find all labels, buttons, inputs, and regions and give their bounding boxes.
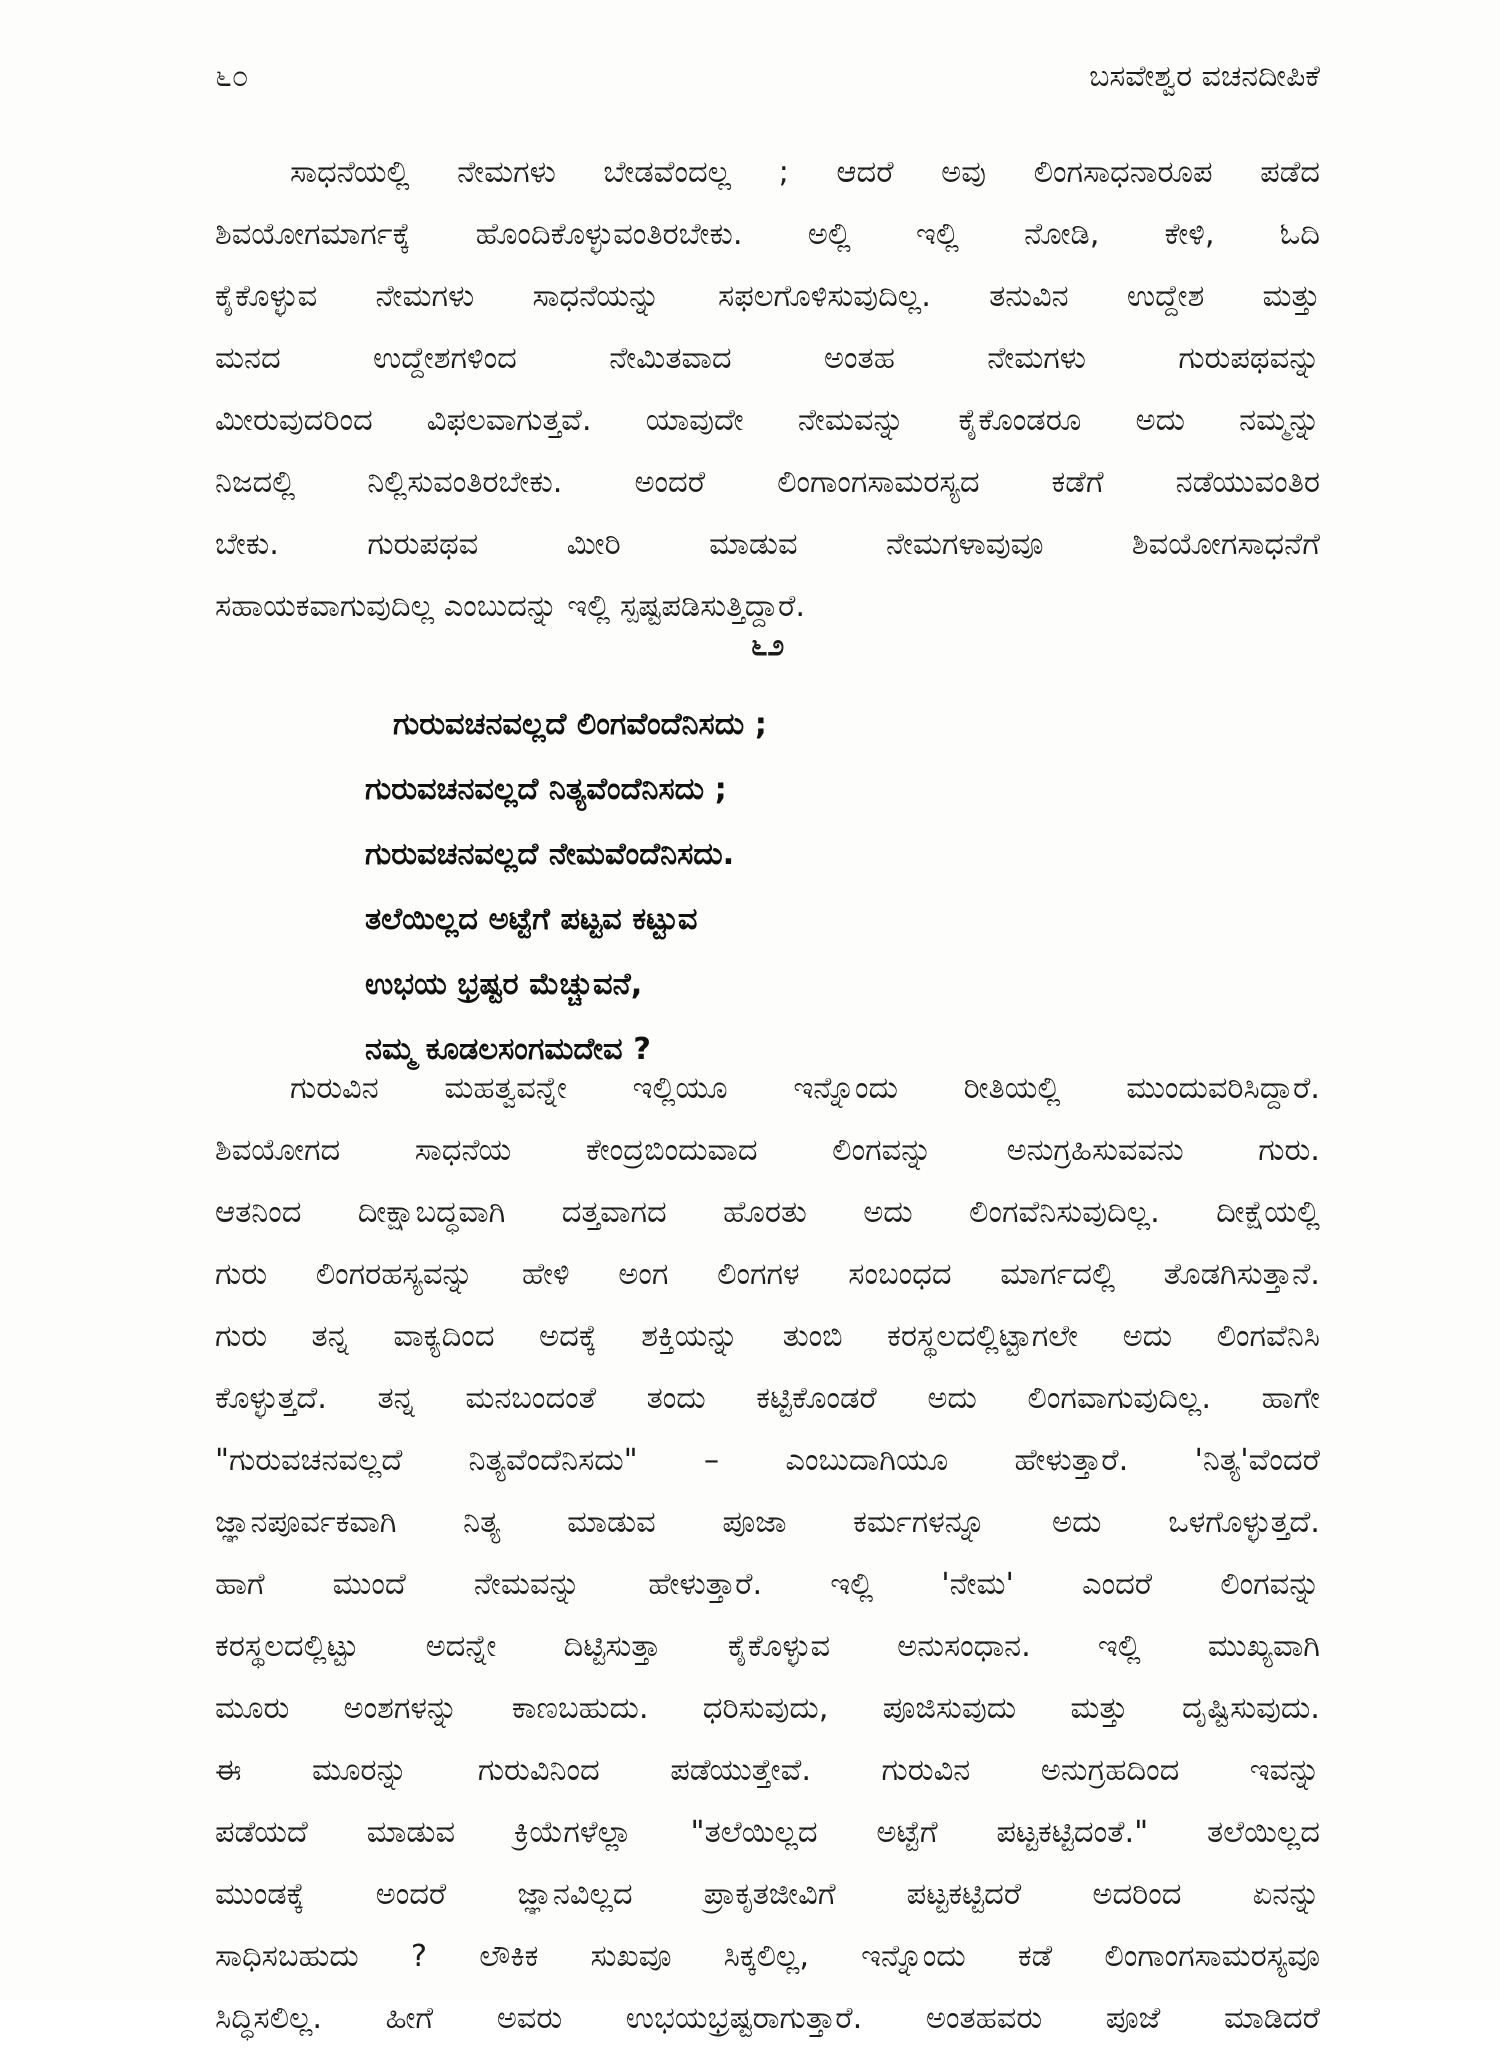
text-line: ನಿಜದಲ್ಲಿ ನಿಲ್ಲಿಸುವಂತಿರಬೇಕು. ಅಂದರೆ ಲಿಂಗಾಂಗಸಾಮರಸ್ಯದ ಕಡೆಗೆ ನಡೆಯುವಂತಿರ bbox=[215, 465, 1320, 500]
verse-line: ನಮ್ಮ ಕೂಡಲಸಂಗಮದೇವ ? bbox=[365, 1032, 651, 1067]
text-line: ಪಡೆಯದೆ ಮಾಡುವ ಕ್ರಿಯೆಗಳೆಲ್ಲಾ "ತಲೆಯಿಲ್ಲದ ಅಟ್ಟೆಗೆ ಪಟ್ಟಕಟ್ಟಿದಂತೆ." ತಲೆಯಿಲ್ಲದ bbox=[215, 1815, 1320, 1850]
page-number: ೬೦ bbox=[215, 58, 249, 94]
book-title: ಬಸವೇಶ್ವರ ವಚನದೀಪಿಕೆ bbox=[1089, 58, 1320, 94]
text-line: ಮೂರು ಅಂಶಗಳನ್ನು ಕಾಣಬಹುದು. ಧರಿಸುವುದು, ಪೂಜಿಸುವುದು ಮತ್ತು ದೃಷ್ಟಿಸುವುದು. bbox=[215, 1691, 1320, 1726]
text-line: ಸಾಧಿಸಬಹುದು ? ಲೌಕಿಕ ಸುಖವೂ ಸಿಕ್ಕಲಿಲ್ಲ, ಇನ್ನೊಂದು ಕಡೆ ಲಿಂಗಾಂಗಸಾಮರಸ್ಯವೂ bbox=[215, 1939, 1320, 1974]
text-line: ಗುರು ಲಿಂಗರಹಸ್ಯವನ್ನು ಹೇಳಿ ಅಂಗ ಲಿಂಗಗಳ ಸಂಬಂಧದ ಮಾರ್ಗದಲ್ಲಿ ತೊಡಗಿಸುತ್ತಾನೆ. bbox=[215, 1257, 1320, 1292]
text-line: ಗುರು ತನ್ನ ವಾಕ್ಯದಿಂದ ಅದಕ್ಕೆ ಶಕ್ತಿಯನ್ನು ತುಂಬಿ ಕರಸ್ಥಲದಲ್ಲಿಟ್ಟಾಗಲೇ ಅದು ಲಿಂಗವೆನಿಸಿ bbox=[215, 1319, 1320, 1354]
running-header bbox=[215, 52, 1320, 100]
text-line: ಜ್ಞಾನಪೂರ್ವಕವಾಗಿ ನಿತ್ಯ ಮಾಡುವ ಪೂಜಾ ಕರ್ಮಗಳನ್ನೂ ಅದು ಒಳಗೊಳ್ಳುತ್ತದೆ. bbox=[215, 1505, 1320, 1540]
text-line: ಸಿದ್ಧಿಸಲಿಲ್ಲ. ಹೀಗೆ ಅವರು ಉಭಯಭ್ರಷ್ಟರಾಗುತ್ತಾರೆ. ಅಂತಹವರು ಪೂಜೆ ಮಾಡಿದರೆ bbox=[215, 2001, 1320, 2036]
verse-line: ಗುರುವಚನವಲ್ಲದೆ ನೇಮವೆಂದೆನಿಸದು. bbox=[365, 837, 735, 872]
text-line: ಕರಸ್ಥಲದಲ್ಲಿಟ್ಟು ಅದನ್ನೇ ದಿಟ್ಟಿಸುತ್ತಾ ಕೈಕೊಳ್ಳುವ ಅನುಸಂಧಾನ. ಇಲ್ಲಿ ಮುಖ್ಯವಾಗಿ bbox=[215, 1629, 1320, 1664]
text-line: ಮೀರುವುದರಿಂದ ವಿಫಲವಾಗುತ್ತವೆ. ಯಾವುದೇ ನೇಮವನ್ನು ಕೈಕೊಂಡರೂ ಅದು ನಮ್ಮನ್ನು bbox=[215, 403, 1320, 438]
text-line: ಶಿವಯೋಗಮಾರ್ಗಕ್ಕೆ ಹೊಂದಿಕೊಳ್ಳುವಂತಿರಬೇಕು. ಅಲ್ಲಿ ಇಲ್ಲಿ ನೋಡಿ, ಕೇಳಿ, ಓದಿ bbox=[215, 217, 1320, 252]
verse-line: ಗುರುವಚನವಲ್ಲದೆ ನಿತ್ಯವೆಂದೆನಿಸದು ; bbox=[365, 772, 727, 807]
text-line: ಕೈಕೊಳ್ಳುವ ನೇಮಗಳು ಸಾಧನೆಯನ್ನು ಸಫಲಗೊಳಿಸುವುದಿಲ್ಲ. ತನುವಿನ ಉದ್ದೇಶ ಮತ್ತು bbox=[215, 279, 1320, 314]
text-line: ಶಿವಯೋಗದ ಸಾಧನೆಯ ಕೇಂದ್ರಬಿಂದುವಾದ ಲಿಂಗವನ್ನು ಅನುಗ್ರಹಿಸುವವನು ಗುರು. bbox=[215, 1133, 1320, 1168]
text-line: ಮುಂಡಕ್ಕೆ ಅಂದರೆ ಜ್ಞಾನವಿಲ್ಲದ ಪ್ರಾಕೃತಜೀವಿಗೆ ಪಟ್ಟಕಟ್ಟಿದರೆ ಅದರಿಂದ ಏನನ್ನು bbox=[215, 1877, 1320, 1912]
text-line: ಸಹಾಯಕವಾಗುವುದಿಲ್ಲ ಎಂಬುದನ್ನು ಇಲ್ಲಿ ಸ್ಪಷ್ಟಪಡಿಸುತ್ತಿದ್ದಾರೆ. bbox=[215, 589, 806, 624]
text-line: "ಗುರುವಚನವಲ್ಲದೆ ನಿತ್ಯವೆಂದೆನಿಸದು" – ಎಂಬುದಾಗಿಯೂ ಹೇಳುತ್ತಾರೆ. 'ನಿತ್ಯ'ವೆಂದರೆ bbox=[215, 1443, 1320, 1478]
text-line: ಕೊಳ್ಳುತ್ತದೆ. ತನ್ನ ಮನಬಂದಂತೆ ತಂದು ಕಟ್ಟಿಕೊಂಡರೆ ಅದು ಲಿಂಗವಾಗುವುದಿಲ್ಲ. ಹಾಗೇ bbox=[215, 1381, 1320, 1416]
text-line: ಗುರುವಿನ ಮಹತ್ವವನ್ನೇ ಇಲ್ಲಿಯೂ ಇನ್ನೊಂದು ರೀತಿಯಲ್ಲಿ ಮುಂದುವರಿಸಿದ್ದಾರೆ. bbox=[290, 1071, 1320, 1106]
text-line: ಈ ಮೂರನ್ನು ಗುರುವಿನಿಂದ ಪಡೆಯುತ್ತೇವೆ. ಗುರುವಿನ ಅನುಗ್ರಹದಿಂದ ಇವನ್ನು bbox=[215, 1753, 1320, 1788]
text-line: ಸಾಧನೆಯಲ್ಲಿ ನೇಮಗಳು ಬೇಡವೆಂದಲ್ಲ ; ಆದರೆ ಅವು ಲಿಂಗಸಾಧನಾರೂಪ ಪಡೆದ bbox=[290, 155, 1320, 190]
verse-line: ಉಭಯ ಭ್ರಷ್ಟರ ಮೆಚ್ಚುವನೆ, bbox=[365, 967, 643, 1002]
paragraph-commentary bbox=[215, 1058, 1320, 2050]
text-line: ಹಾಗೆ ಮುಂದೆ ನೇಮವನ್ನು ಹೇಳುತ್ತಾರೆ. ಇಲ್ಲಿ 'ನೇಮ' ಎಂದರೆ ಲಿಂಗವನ್ನು bbox=[215, 1567, 1320, 1602]
verse-line: ಗುರುವಚನವಲ್ಲದೆ ಲಿಂಗವೆಂದೆನಿಸದು ; bbox=[393, 707, 767, 742]
text-line: ಮನದ ಉದ್ದೇಶಗಳಿಂದ ನೇಮಿತವಾದ ಅಂತಹ ನೇಮಗಳು ಗುರುಪಥವನ್ನು bbox=[215, 341, 1320, 376]
vachana-number: ೬೨ bbox=[750, 628, 785, 663]
paragraph-commentary-previous bbox=[215, 142, 1320, 638]
text-line: ಆತನಿಂದ ದೀಕ್ಷಾಬದ್ಧವಾಗಿ ದತ್ತವಾಗದ ಹೊರತು ಅದು ಲಿಂಗವೆನಿಸುವುದಿಲ್ಲ. ದೀಕ್ಷೆಯಲ್ಲಿ bbox=[215, 1195, 1320, 1230]
text-line: ಬೇಕು. ಗುರುಪಥವ ಮೀರಿ ಮಾಡುವ ನೇಮಗಳಾವುವೂ ಶಿವಯೋಗಸಾಧನೆಗೆ bbox=[215, 527, 1320, 562]
verse-line: ತಲೆಯಿಲ್ಲದ ಅಟ್ಟೆಗೆ ಪಟ್ಟವ ಕಟ್ಟುವ bbox=[365, 902, 698, 937]
vachana-verse bbox=[365, 692, 1065, 1082]
